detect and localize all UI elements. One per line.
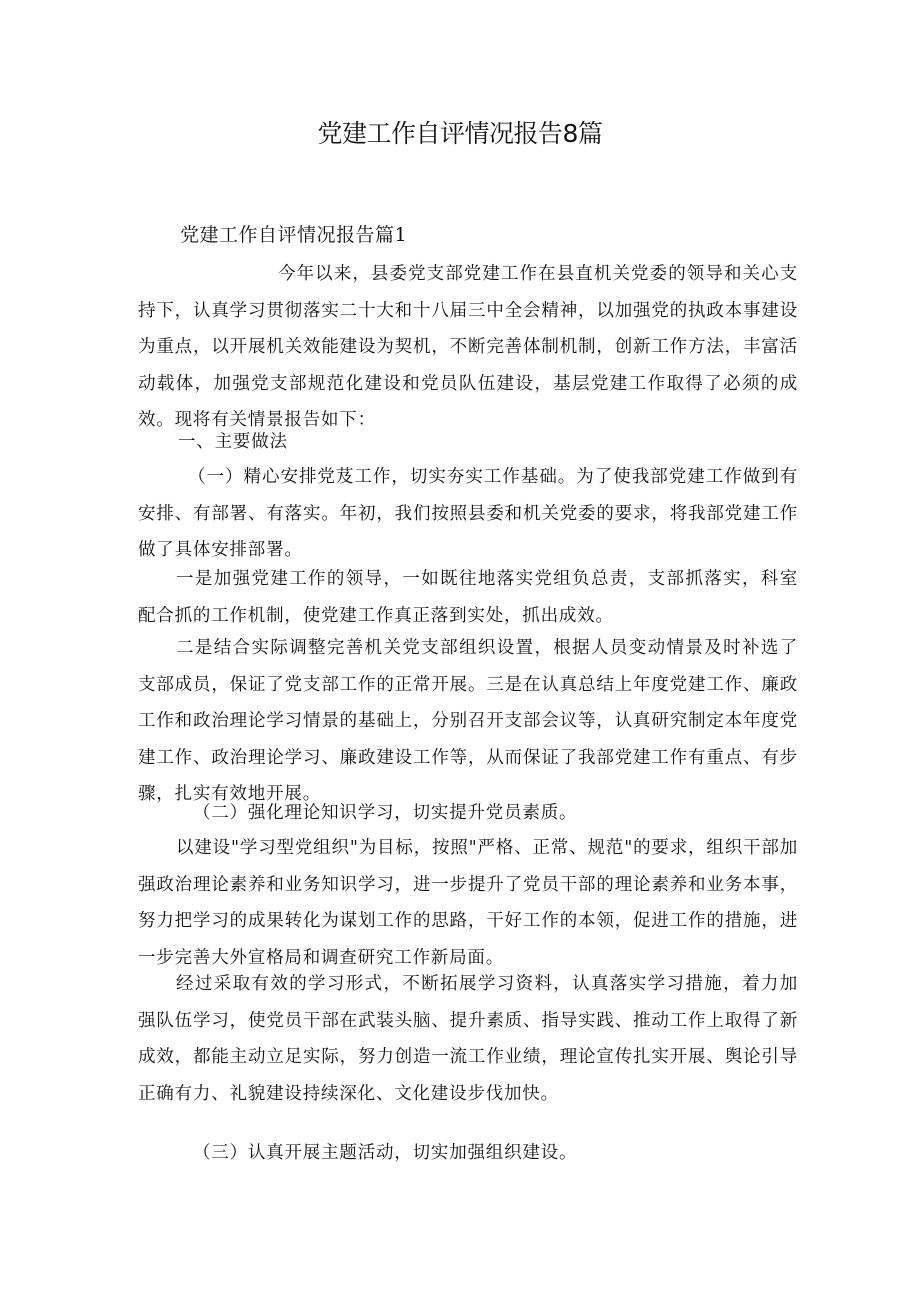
heading-item-2: （二）强化理论知识学习，切实提升党员素质。: [193, 803, 578, 823]
document-title: 党建工作自评情况报告8篇: [317, 119, 603, 148]
paragraph-item-1: （一）精心安排党芨工作，切实夯实工作基础。为了使我部党建工作做到有安排、有部署、有落实。年初，我们按照县委和机关党委的要求，将我部党建工作做了具体安排部署。: [138, 467, 798, 560]
paragraph-learning: 以建设"学习型党组织"为目标，按照"严格、正常、规范"的要求，组织干部加强政治理论素养和业务知识学习，进一步提升了党员干部的理论素养和业务本事，努力把学习的成果转化为谋划工作的思路，干好工作的本领，促进工作的措施，进一步完善大外宣格局和调查研究工作新局面。: [138, 838, 798, 968]
paragraph-intro: 今年以来，县委党支部党建工作在县直机关党委的领导和关心支持下，认真学习贯彻落实二十大和十八届三中全会精神，以加强党的执政本事建设为重点，以开展机关效能建设为契机，不断完善体制机制，创新工作方法，丰富活动载体，加强党支部规范化建设和党员队伍建设，基层党建工作取得了必须的成效。现将有关情景报告如下：: [138, 264, 798, 430]
section-subtitle: 党建工作自评情况报告篇1: [180, 224, 408, 246]
heading-main-methods: 一、主要做法: [178, 432, 288, 452]
paragraph-point-2: 二是结合实际调整完善机关党支部组织设置，根据人员变动情景及时补选了支部成员，保证了党支部工作的正常开展。三是在认真总结上年度党建工作、廉政工作和政治理论学习情景的基础上，分别召开支部会议等，认真研究制定本年度党建工作、政治理论学习、廉政建设工作等，从而保证了我部党建工作有重点、有步骤，扎实有效地开展。: [138, 638, 798, 804]
paragraph-effects: 经过采取有效的学习形式，不断拓展学习资料，认真落实学习措施，着力加强队伍学习，使党员干部在武装头脑、提升素质、指导实践、推动工作上取得了新成效，都能主动立足实际，努力创造一流工作业绩，理论宣传扎实开展、舆论引导正确有力、礼貌建设持续深化、文化建设步伐加快。: [138, 974, 798, 1104]
paragraph-point-1: 一是加强党建工作的领导，一如既往地落实党组负总责，支部抓落实，科室配合抓的工作机制，使党建工作真正落到实处，抓出成效。: [138, 569, 798, 626]
heading-item-3: （三）认真开展主题活动，切实加强组织建设。: [193, 1143, 578, 1163]
